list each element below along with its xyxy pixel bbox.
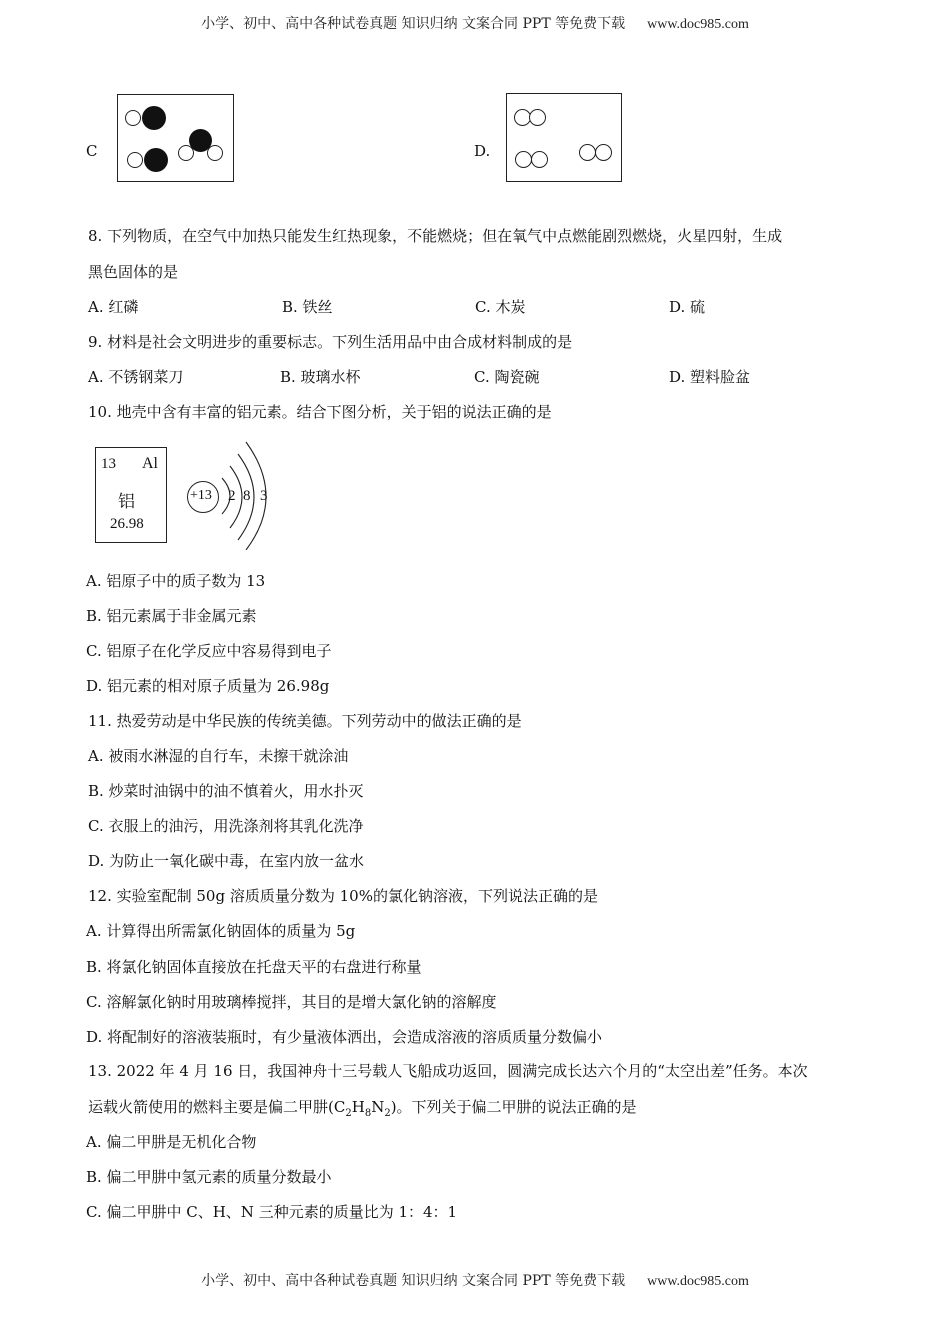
- white-atom: [531, 151, 548, 168]
- atomic-number: 13: [101, 456, 116, 472]
- q12-option-c[interactable]: C. 溶解氯化钠时用玻璃棒搅拌，其目的是增大氯化钠的溶解度: [86, 993, 497, 1011]
- white-atom: [207, 145, 223, 161]
- q10-stem: 10. 地壳中含有丰富的铝元素。结合下图分析，关于铝的说法正确的是: [88, 403, 552, 421]
- q8-option-d[interactable]: D. 硫: [669, 298, 706, 316]
- q9-options: [88, 366, 868, 386]
- q10-option-a[interactable]: A. 铝原子中的质子数为 13: [86, 572, 266, 590]
- q13-option-c[interactable]: C. 偏二甲肼中 C、H、N 三种元素的质量比为 1：4：1: [86, 1203, 458, 1221]
- q7-option-d-diagram: [506, 93, 622, 182]
- header-site: www.doc985.com: [647, 17, 749, 32]
- q13-stem-line1: 13. 2022 年 4 月 16 日，我国神舟十三号载人飞船成功返回，圆满完成长达六个月的“太空出差”任务。本次: [88, 1062, 808, 1080]
- element-card-aluminum: [95, 447, 167, 543]
- white-atom: [529, 109, 546, 126]
- element-symbol: Al: [142, 455, 158, 472]
- q12-option-d[interactable]: D. 将配制好的溶液装瓶时，有少量液体洒出，会造成溶液的溶质质量分数偏小: [86, 1028, 603, 1046]
- white-atom: [579, 144, 596, 161]
- q11-option-a[interactable]: A. 被雨水淋湿的自行车，未擦干就涂油: [88, 747, 349, 765]
- q10-option-b[interactable]: B. 铝元素属于非金属元素: [86, 607, 257, 625]
- shell-3-electrons: 3: [260, 488, 268, 504]
- atomic-mass: 26.98: [110, 516, 144, 532]
- q7-option-c-diagram: [117, 94, 234, 182]
- q7-option-d-label: D.: [474, 142, 491, 160]
- page-footer: [0, 1270, 950, 1290]
- nucleus-charge: +13: [190, 488, 212, 503]
- q13-option-a[interactable]: A. 偏二甲肼是无机化合物: [86, 1133, 257, 1151]
- q13-option-b[interactable]: B. 偏二甲肼中氢元素的质量分数最小: [86, 1168, 332, 1186]
- white-atom: [125, 110, 141, 126]
- aluminum-atom-structure: [186, 440, 276, 550]
- q11-option-c[interactable]: C. 衣服上的油污，用洗涤剂将其乳化洗净: [88, 817, 364, 835]
- q9-option-d[interactable]: D. 塑料脸盆: [669, 368, 751, 386]
- q12-option-a[interactable]: A. 计算得出所需氯化钠固体的质量为 5g: [86, 922, 356, 940]
- q8-stem-line1: 8. 下列物质，在空气中加热只能发生红热现象，不能燃烧；但在氧气中点燃能剧烈燃烧，火星四射，生成: [88, 227, 783, 245]
- header-text: 小学、初中、高中各种试卷真题 知识归纳 文案合同 PPT 等免费下载: [201, 16, 626, 32]
- q10-option-c[interactable]: C. 铝原子在化学反应中容易得到电子: [86, 642, 332, 660]
- q11-option-b[interactable]: B. 炒菜时油锅中的油不慎着火，用水扑灭: [88, 782, 364, 800]
- q8-stem-line2: 黑色固体的是: [88, 263, 179, 281]
- q8-option-b[interactable]: B. 铁丝: [282, 298, 333, 316]
- q10-option-d[interactable]: D. 铝元素的相对原子质量为 26.98g: [86, 677, 330, 695]
- q8-option-a[interactable]: A. 红磷: [88, 298, 139, 316]
- q9-option-c[interactable]: C. 陶瓷碗: [474, 368, 540, 386]
- footer-site: www.doc985.com: [647, 1274, 749, 1289]
- shell-1-electrons: 2: [228, 488, 236, 504]
- shell-2-electrons: 8: [243, 488, 251, 504]
- white-atom: [595, 144, 612, 161]
- q11-option-d[interactable]: D. 为防止一氧化碳中毒，在室内放一盆水: [88, 852, 365, 870]
- q8-options: [88, 296, 868, 316]
- element-name: 铝: [118, 492, 135, 511]
- q11-stem: 11. 热爱劳动是中华民族的传统美德。下列劳动中的做法正确的是: [88, 712, 522, 730]
- white-atom: [127, 152, 143, 168]
- black-atom: [142, 106, 166, 130]
- q9-stem: 9. 材料是社会文明进步的重要标志。下列生活用品中由合成材料制成的是: [88, 333, 573, 351]
- q8-option-c[interactable]: C. 木炭: [475, 298, 526, 316]
- page-header: [0, 13, 950, 33]
- q7-option-c-label: C: [86, 142, 98, 160]
- q9-option-b[interactable]: B. 玻璃水杯: [280, 368, 361, 386]
- footer-text: 小学、初中、高中各种试卷真题 知识归纳 文案合同 PPT 等免费下载: [201, 1273, 626, 1289]
- white-atom: [515, 151, 532, 168]
- q9-option-a[interactable]: A. 不锈钢菜刀: [88, 368, 184, 386]
- black-atom: [144, 148, 168, 172]
- q12-option-b[interactable]: B. 将氯化钠固体直接放在托盘天平的右盘进行称量: [86, 958, 422, 976]
- q13-stem-line2: 运载火箭使用的燃料主要是偏二甲肼$(C_2H_8N_2)$。下列关于偏二甲肼的说法正确的是: [88, 1098, 637, 1119]
- q12-stem: 12. 实验室配制 50g 溶质质量分数为 10%的氯化钠溶液，下列说法正确的是: [88, 887, 598, 905]
